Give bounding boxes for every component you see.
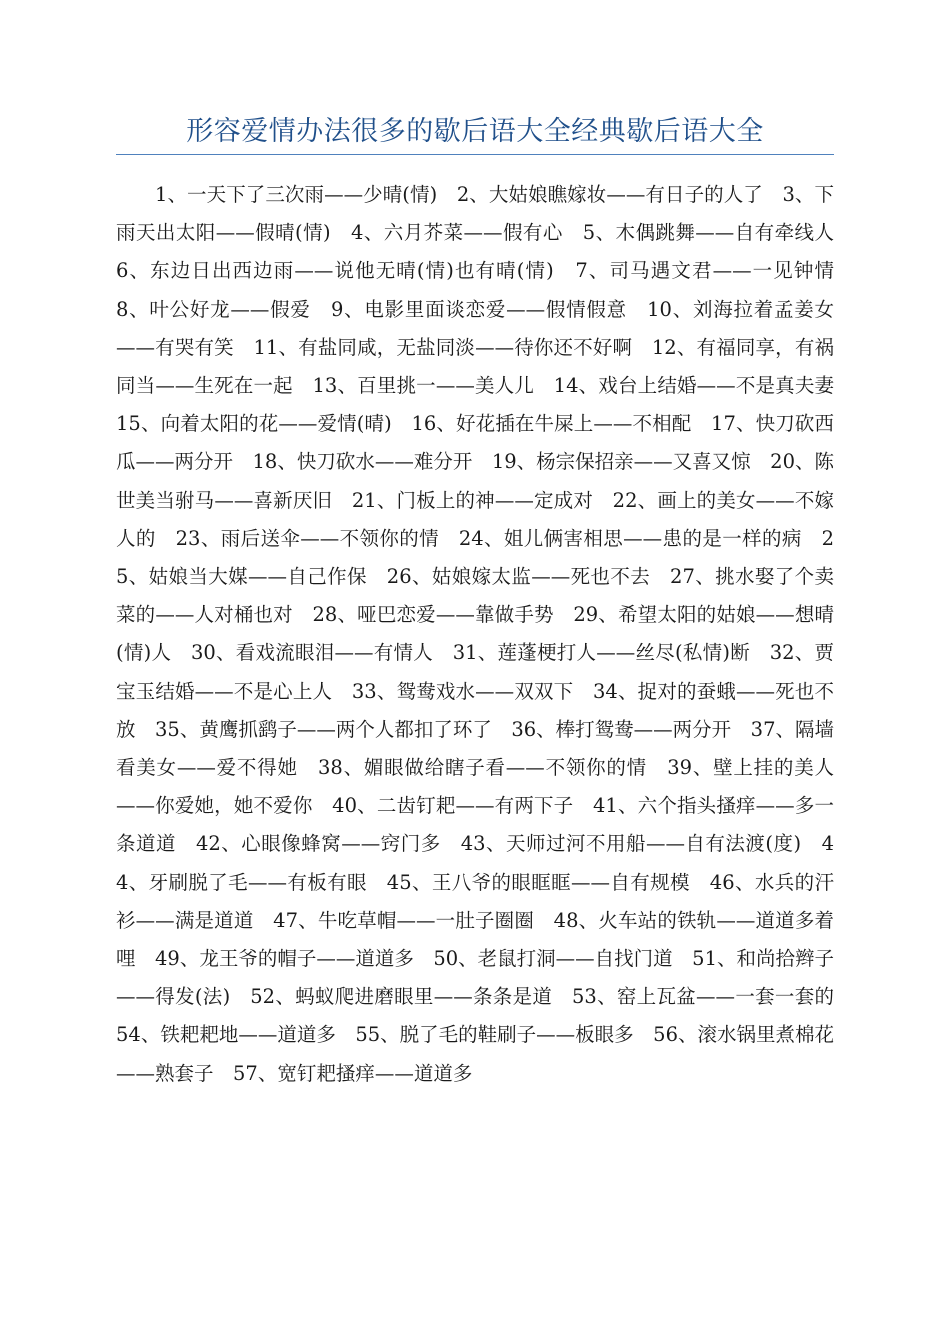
document-body: 1、一天下了三次雨——少晴(情) 2、大姑娘瞧嫁妆——有日子的人了 3、下雨天出太阳——假晴(情) 4、六月芥菜——假有心 5、木偶跳舞——自有牵线人 6、东边日出西边雨——说他无晴(情)也有晴(情) 7、司马遇文君——一见钟情 8、叶公好龙——假爱 9、电影里面谈恋爱——假情假意 10、刘海拉着孟姜女——有哭有笑 11、有盐同咸，无盐同淡——待你还不好啊 12、有福同享，有祸同当——生死在一起 13、百里挑一——美人儿 14、戏台上结婚——不是真夫妻 15、向着太阳的花——爱情(晴) 16、好花插在牛屎上——不相配 17、快刀砍西瓜——两分开 18、快刀砍水——难分开 19、杨宗保招亲——又喜又惊 20、陈世美当驸马——喜新厌旧 21、门板上的神——定成对 22、画上的美女——不嫁人的 23、雨后送伞——不领你的情 24、姐儿俩害相思——患的是一样的病 25、姑娘当大媒——自己作保 26、姑娘嫁太监——死也不去 27、挑水娶了个卖菜的——人对桶也对 28、哑巴恋爱——靠做手势 29、希望太阳的姑娘——想晴(情)人 30、看戏流眼泪——有情人 31、莲蓬梗打人——丝尽(私情)断 32、贾宝玉结婚——不是心上人 33、鸳鸯戏水——双双下 34、捉对的蚕蛾——死也不放 35、黄鹰抓鹞子——两个人都扣了环了 36、棒打鸳鸯——两分开 37、隔墙看美女——爱不得她 38、媚眼做给瞎子看——不领你的情 39、壁上挂的美人——你爱她，她不爱你 40、二齿钉耙——有两下子 41、六个指头搔痒——多一条道道 42、心眼像蜂窝——窍门多 43、天师过河不用船——自有法渡(度) 44、牙刷脱了毛——有板有眼 45、王八爷的眼眶眶——自有规模 46、水兵的汗衫——满是道道 47、牛吃草帽——一肚子圈圈 48、火车站的铁轨——道道多着哩 49、龙王爷的帽子——道道多 50、老鼠打洞——自找门道 51、和尚拾辫子——得发(法) 52、蚂蚁爬进磨眼里——条条是道 53、窑上瓦盆——一套一套的 54、铁耙耙地——道道多 55、脱了毛的鞋刷子——板眼多 56、滚水锅里煮棉花——熟套子 57、宽钉耙搔痒——道道多 <box>116 183 854 1085</box>
title-underline <box>116 154 834 155</box>
document-title: 形容爱情办法很多的歇后语大全经典歇后语大全 <box>186 116 764 147</box>
